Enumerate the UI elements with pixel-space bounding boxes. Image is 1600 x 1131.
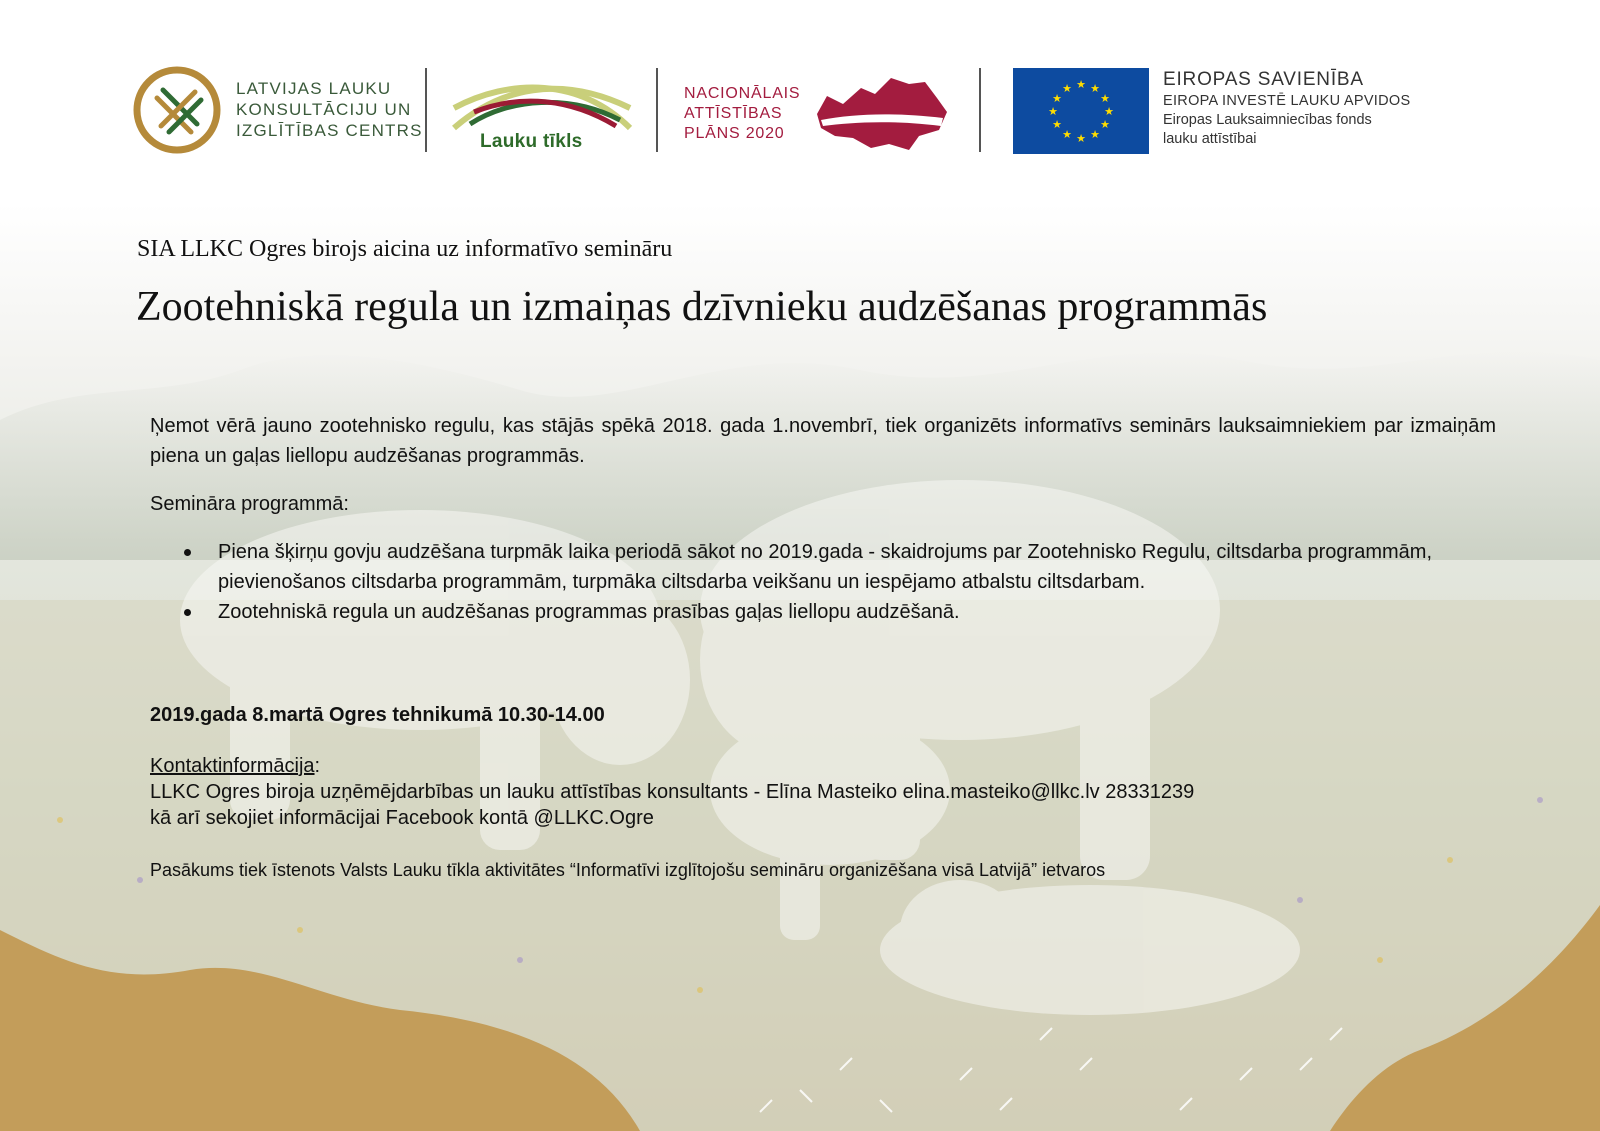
llkc-logo-icon [133, 66, 225, 154]
lauku-tikls-logo-icon [450, 68, 634, 134]
logo-header [0, 0, 1600, 200]
svg-text:★: ★ [1100, 92, 1110, 105]
svg-text:★: ★ [1048, 105, 1058, 118]
program-list [150, 537, 1496, 627]
contact-line-2: kā arī sekojiet informācijai Facebook kontā @LLKC.Ogre [150, 807, 654, 829]
svg-text:★: ★ [1052, 92, 1062, 105]
svg-text:★: ★ [1062, 82, 1072, 95]
event-date: 2019.gada 8.martā Ogres tehnikumā 10.30-14.00 [150, 704, 605, 726]
contact-info [150, 753, 1194, 831]
svg-text:★: ★ [1100, 118, 1110, 131]
program-item-text: Zootehniskā regula un audzēšanas programmas prasības gaļas liellopu audzēšanā. [218, 601, 960, 623]
seminar-description [150, 411, 1496, 627]
logo-divider [979, 68, 981, 152]
nap-line-1: NACIONĀLAIS [684, 85, 801, 102]
svg-text:★: ★ [1104, 105, 1114, 118]
svg-text:★: ★ [1076, 78, 1086, 91]
llkc-line-1: LATVIJAS LAUKU [236, 79, 392, 98]
program-label: Semināra programmā: [150, 493, 349, 515]
svg-text:★: ★ [1062, 128, 1072, 141]
eu-line-2: Eiropas Lauksaimniecības fonds [1163, 112, 1372, 128]
contact-line-1: LLKC Ogres biroja uzņēmējdarbības un lauku attīstības konsultants - Elīna Masteiko elina.masteiko@llkc.lv 28331239 [150, 781, 1195, 803]
list-item [150, 597, 1496, 627]
eu-line-1: EIROPA INVESTĒ LAUKU APVIDOS [1163, 93, 1411, 109]
llkc-logo-text [236, 78, 423, 141]
contact-label: Kontaktinformācija [150, 755, 315, 777]
eu-title: EIROPAS SAVIENĪBA [1163, 69, 1364, 90]
bullet-icon [184, 609, 191, 616]
svg-text:★: ★ [1090, 82, 1100, 95]
eu-line-3: lauku attīstībai [1163, 131, 1257, 147]
contact-colon: : [314, 755, 321, 777]
svg-text:★: ★ [1090, 128, 1100, 141]
nap-line-2: ATTĪSTĪBAS [684, 105, 783, 122]
seminar-title: Zootehniskā regula un izmaiņas dzīvnieku audzēšanas programmās [136, 284, 1268, 330]
svg-text:★: ★ [1052, 118, 1062, 131]
nap-line-3: PLĀNS 2020 [684, 125, 785, 142]
llkc-line-3: IZGLĪTĪBAS CENTRS [236, 121, 423, 140]
svg-text:★: ★ [1076, 132, 1086, 145]
llkc-line-2: KONSULTĀCIJU UN [236, 100, 412, 119]
eu-flag-icon [1013, 68, 1149, 154]
eu-logo-text [1163, 68, 1410, 149]
invitation-text: SIA LLKC Ogres birojs aicina uz informatīvo semināru [137, 236, 673, 262]
logo-divider [656, 68, 658, 152]
logo-divider [425, 68, 427, 152]
program-item-text: Piena šķirņu govju audzēšana turpmāk laika periodā sākot no 2019.gada - skaidrojums par Zootehnisko Regulu, ciltsdarba programmām, pievienošanos ciltsdarba programmām, turpmāka ciltsdarba veikšanu un iespējamo atbalstu ciltsdarbam. [218, 541, 1432, 593]
nap-logo-text [684, 84, 800, 144]
bullet-icon [184, 549, 191, 556]
footer-note: Pasākums tiek īstenots Valsts Lauku tīkla aktivitātes “Informatīvi izglītojošu semināru organizēšana visā Latvijā” ietvaros [150, 860, 1106, 880]
lauku-tikls-label: Lauku tīkls [480, 131, 583, 152]
intro-paragraph: Ņemot vērā jauno zootehnisko regulu, kas stājās spēkā 2018. gada 1.novembrī, tiek organizēts informatīvs seminārs lauksaimniekiem par izmaiņām piena un gaļas liellopu audzēšanas programmās. [150, 415, 1496, 467]
list-item [150, 537, 1496, 597]
latvia-map-icon [813, 74, 951, 154]
